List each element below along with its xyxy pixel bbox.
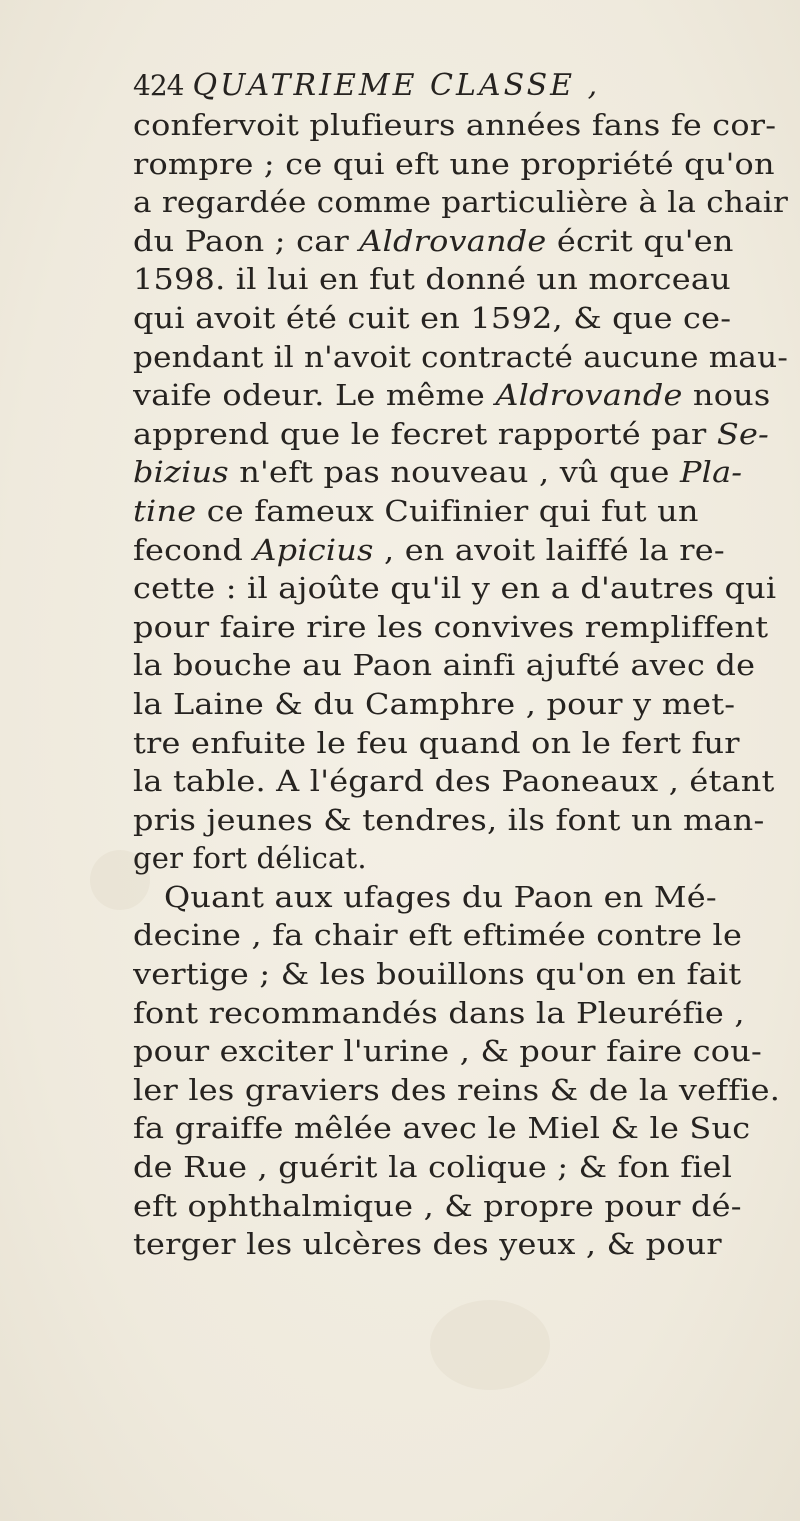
text-segment: fa graiffe mêlée avec le Miel & le Suc bbox=[133, 1111, 751, 1146]
text-segment: , en avoit laiffé la re- bbox=[373, 532, 725, 567]
text-line bbox=[133, 1148, 793, 1187]
text-segment: ler les graviers des reins & de la veffie. bbox=[133, 1072, 781, 1107]
italic-name: Aldrovande bbox=[495, 378, 683, 413]
text-line bbox=[133, 183, 793, 222]
page-header bbox=[133, 62, 673, 110]
text-segment: Quant aux ufages du Paon en Mé- bbox=[164, 879, 717, 914]
text-line bbox=[133, 453, 793, 492]
text-line bbox=[133, 1109, 793, 1148]
text-line bbox=[133, 724, 793, 763]
text-line bbox=[133, 646, 793, 685]
text-segment: vertige ; & les bouillons qu'on en fait bbox=[133, 957, 742, 992]
text-segment: confervoit plufieurs années fans fe cor- bbox=[133, 108, 777, 142]
text-segment: tre enfuite le feu quand on le fert fur bbox=[133, 725, 740, 760]
text-segment: écrit qu'en bbox=[546, 223, 734, 258]
text-line bbox=[133, 1225, 793, 1264]
text-segment: pendant il n'avoit contracté aucune mau- bbox=[133, 339, 789, 374]
italic-name: Aldrovande bbox=[359, 223, 547, 258]
text-segment: terger les ulcères des yeux , & pour bbox=[133, 1227, 722, 1262]
text-segment: rompre ; ce qui eft une propriété qu'on bbox=[133, 146, 775, 181]
text-segment: qui avoit été cuit en 1592, & que ce- bbox=[133, 300, 732, 335]
text-segment: a regardée comme particulière à la chair bbox=[133, 185, 789, 220]
text-line bbox=[133, 569, 793, 608]
running-title: QUATRIEME CLASSE , bbox=[192, 68, 601, 103]
text-line bbox=[133, 839, 793, 878]
italic-name: bizius bbox=[133, 455, 229, 490]
italic-name: Se- bbox=[716, 416, 770, 451]
text-segment: apprend que le fecret rapporté par bbox=[133, 416, 717, 451]
text-segment: de Rue , guérit la colique ; & fon fiel bbox=[133, 1150, 733, 1185]
text-segment: pris jeunes & tendres, ils font un man- bbox=[133, 802, 765, 837]
text-line bbox=[133, 376, 793, 415]
text-segment: la Laine & du Camphre , pour y met- bbox=[133, 686, 736, 721]
text-line bbox=[133, 492, 793, 531]
text-line bbox=[133, 994, 793, 1033]
text-segment: du Paon ; car bbox=[133, 223, 360, 258]
body-text bbox=[133, 106, 793, 1264]
text-segment: ger fort délicat. bbox=[133, 841, 367, 876]
text-line bbox=[133, 531, 793, 570]
italic-name: Apicius bbox=[253, 532, 374, 567]
page-number: 424 bbox=[133, 69, 184, 102]
text-line bbox=[133, 762, 793, 801]
text-line bbox=[133, 415, 793, 454]
text-segment: eft ophthalmique , & propre pour dé- bbox=[133, 1188, 742, 1223]
text-line bbox=[133, 106, 793, 145]
text-line bbox=[133, 1071, 793, 1110]
text-line bbox=[133, 608, 793, 647]
italic-name: Pla- bbox=[679, 455, 743, 490]
text-segment: pour exciter l'urine , & pour faire cou- bbox=[133, 1034, 762, 1069]
text-line bbox=[133, 1187, 793, 1226]
text-line bbox=[133, 685, 793, 724]
text-line bbox=[133, 801, 793, 840]
text-line bbox=[133, 145, 793, 184]
text-segment: vaife odeur. Le même bbox=[133, 378, 496, 413]
text-segment: pour faire rire les convives rempliffent bbox=[133, 609, 769, 644]
text-segment: decine , fa chair eft eftimée contre le bbox=[133, 918, 743, 953]
italic-name: tine bbox=[133, 493, 197, 528]
text-segment: ce fameux Cuifinier qui fut un bbox=[196, 493, 699, 528]
text-line bbox=[133, 299, 793, 338]
text-line bbox=[133, 222, 793, 261]
text-line bbox=[133, 338, 793, 377]
text-segment: la bouche au Paon ainfi ajufté avec de bbox=[133, 648, 756, 683]
text-line bbox=[133, 878, 793, 917]
text-segment: fecond bbox=[133, 532, 254, 567]
text-line bbox=[133, 260, 793, 299]
text-line bbox=[133, 1032, 793, 1071]
text-line bbox=[133, 955, 793, 994]
text-segment: nous bbox=[682, 378, 771, 413]
text-segment: font recommandés dans la Pleuréfie , bbox=[133, 995, 745, 1030]
text-segment: 1598. il lui en fut donné un morceau bbox=[133, 262, 731, 297]
text-segment: cette : il ajoûte qu'il y en a d'autres qui bbox=[133, 571, 777, 606]
text-segment: la table. A l'égard des Paoneaux , étant bbox=[133, 764, 775, 799]
text-line bbox=[133, 916, 793, 955]
text-segment: n'eft pas nouveau , vû que bbox=[228, 455, 680, 490]
